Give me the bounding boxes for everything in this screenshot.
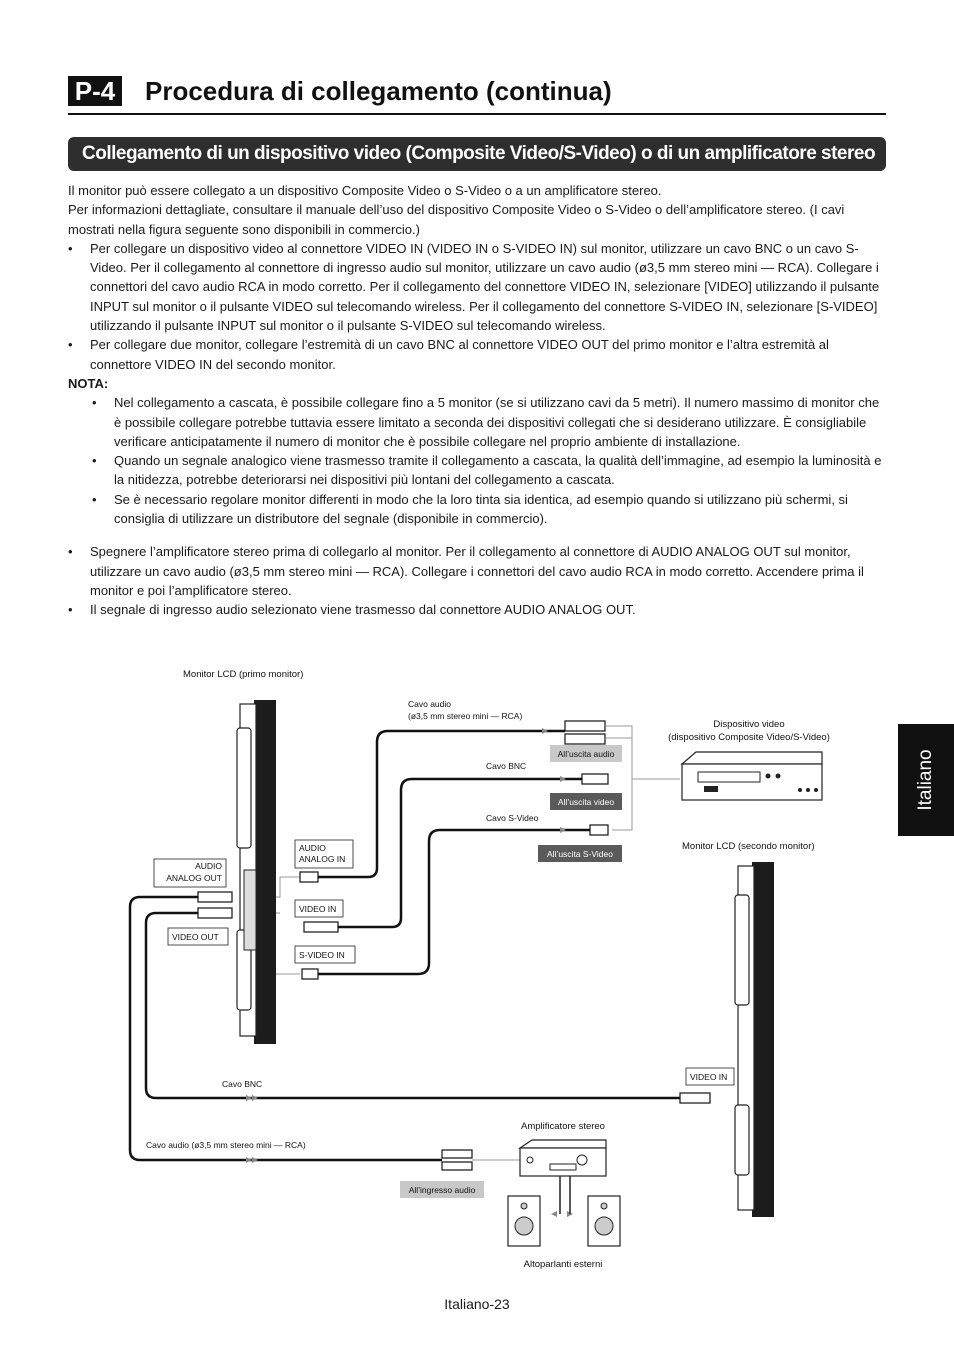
bullet-dot: • bbox=[68, 240, 73, 256]
monitor-2-stand bbox=[735, 895, 749, 1005]
arrow-icon bbox=[560, 827, 566, 833]
video-device-button bbox=[766, 774, 771, 779]
video-device-button bbox=[776, 774, 781, 779]
video-device-top bbox=[682, 752, 822, 764]
video-in-label: VIDEO IN bbox=[299, 904, 337, 914]
cavo-svideo-label: Cavo S-Video bbox=[486, 813, 539, 823]
speaker-left-woofer bbox=[515, 1217, 533, 1235]
minijack-connector bbox=[300, 872, 318, 882]
svideo-in-label: S-VIDEO IN bbox=[299, 950, 345, 960]
video-in-2-label: VIDEO IN bbox=[690, 1072, 728, 1082]
monitor-1 bbox=[237, 700, 276, 1044]
video-device-display bbox=[704, 786, 718, 792]
bnc-connector bbox=[304, 922, 338, 932]
amplifier-top bbox=[520, 1140, 606, 1148]
nota-text: Quando un segnale analogico viene trasmesso tramite il collegamento a cascata, la qualità dell’immagine, ad esempio la luminosità e la nitidezza, potrebbe deteriorarsi nei dispositivi più lontani del collegamento a cascata. bbox=[114, 453, 882, 488]
cavo-audio-2-label: Cavo audio (ø3,5 mm stereo mini — RCA) bbox=[146, 1140, 306, 1150]
video-device bbox=[682, 752, 822, 800]
cavo-audio-spec-label: (ø3,5 mm stereo mini — RCA) bbox=[408, 711, 523, 721]
device-type-label: (dispositivo Composite Video/S-Video) bbox=[668, 732, 830, 743]
nota-title: NOTA: bbox=[68, 375, 109, 391]
intro-paragraph-1: Il monitor può essere collegato a un dispositivo Composite Video o S-Video o a un amplificatore stereo. bbox=[68, 183, 662, 198]
page-number: Italiano-23 bbox=[444, 1296, 510, 1312]
monitor-1-stand bbox=[237, 728, 251, 848]
speaker-right-tweeter bbox=[601, 1203, 607, 1209]
bullet-text: Il segnale di ingresso audio selezionato viene trasmesso dal connettore AUDIO ANALOG OUT. bbox=[90, 602, 636, 618]
language-side-tab-label: Italiano bbox=[915, 749, 936, 811]
cavo-bnc-label: Cavo BNC bbox=[486, 761, 527, 771]
nota-text: Se è necessario regolare monitor differenti in modo che la loro tinta sia identica, ad esempio quando si utilizzano più schermi, si consiglia di utilizzare un distributore del segnale (disponibile in commercio). bbox=[114, 491, 848, 527]
speaker-right-woofer bbox=[595, 1217, 613, 1235]
arrow-icon bbox=[252, 1095, 258, 1101]
monitor-2 bbox=[735, 862, 774, 1217]
speaker-left-tweeter bbox=[521, 1203, 527, 1209]
monitor-1-body bbox=[254, 700, 276, 1044]
monitor-1-port-panel bbox=[244, 870, 256, 950]
speakers bbox=[508, 1196, 620, 1246]
audio-out-label-2: ANALOG OUT bbox=[166, 873, 222, 883]
amplifier-front bbox=[520, 1148, 606, 1176]
bullet-dot: • bbox=[68, 337, 73, 353]
audio-cable bbox=[318, 731, 565, 877]
bullet-dot: • bbox=[92, 395, 97, 411]
bullet-text: Per collegare un dispositivo video al connettore VIDEO IN (VIDEO IN o S-VIDEO IN) sul monitor, utilizzare un cavo BNC o un cavo S-Video. Per il collegamento al connettore di ingresso audio sul monitor, utilizzare un cavo audio (ø3,5 mm stereo mini — RCA). Collegare i connettori del cavo audio RCA in modo corretto. Per il collegamento del connettore VIDEO IN, selezionare [VIDEO] utilizzando il pulsante INPUT sul monitor o il pulsante VIDEO sul telecomando wireless. Per il collegamento del connettore S-VIDEO IN, selezionare [S-VIDEO] utilizzando il pulsante INPUT sul monitor o il pulsante S-VIDEO sul telecomando wireless. bbox=[90, 240, 880, 334]
arrow-icon bbox=[551, 1211, 557, 1217]
bullet-dot: • bbox=[92, 453, 97, 469]
subheading-bar: Collegamento di un dispositivo video (Composite Video/S-Video) o di un amplificatore stereo bbox=[68, 137, 886, 171]
speakers-label: Altoparlanti esterni bbox=[523, 1259, 603, 1270]
out-audio-label: All’uscita audio bbox=[557, 749, 615, 759]
rca-amp-connector-upper bbox=[442, 1150, 472, 1158]
monitor-1-label: Monitor LCD (primo monitor) bbox=[183, 669, 304, 680]
speaker-wires bbox=[560, 1176, 570, 1214]
video-device-button bbox=[798, 788, 802, 792]
out-svideo-label: All’uscita S-Video bbox=[547, 849, 613, 859]
cavo-bnc-2-label: Cavo BNC bbox=[222, 1079, 263, 1089]
bnc-device-connector bbox=[582, 774, 608, 784]
monitor-2-body bbox=[752, 862, 774, 1217]
video-device-button bbox=[814, 788, 818, 792]
video-device-button bbox=[806, 788, 810, 792]
monitor-2-label: Monitor LCD (secondo monitor) bbox=[682, 841, 815, 852]
rca-connector-lower bbox=[565, 734, 605, 744]
amplifier-label: Amplificatore stereo bbox=[521, 1121, 605, 1132]
device-audio-line bbox=[606, 726, 632, 830]
svideo-connector bbox=[302, 969, 318, 979]
bullet-dot: • bbox=[92, 491, 97, 507]
arrow-icon bbox=[542, 728, 548, 734]
bullet-dot: • bbox=[68, 602, 73, 618]
audio-in-label: AUDIO bbox=[299, 843, 326, 853]
bnc-out-connector bbox=[198, 908, 232, 918]
arrow-icon bbox=[246, 1095, 252, 1101]
signal-lines bbox=[254, 726, 680, 1160]
device-label: Dispositivo video bbox=[713, 719, 785, 730]
arrow-icon bbox=[252, 1157, 258, 1163]
bnc-monitor2-connector bbox=[680, 1093, 710, 1103]
rca-amp-connector-lower bbox=[442, 1162, 472, 1170]
bullet-dot: • bbox=[68, 544, 73, 560]
monitor-2-stand-lower bbox=[735, 1105, 749, 1175]
audio-out-label: AUDIO bbox=[195, 861, 222, 871]
video-out-label: VIDEO OUT bbox=[172, 932, 219, 942]
minijack-out-connector bbox=[198, 892, 232, 902]
arrow-icon bbox=[246, 1157, 252, 1163]
arrow-icon bbox=[560, 776, 566, 782]
video-device-slot bbox=[698, 772, 760, 782]
section-title: Procedura di collegamento (continua) bbox=[145, 76, 612, 106]
intro-paragraph-2: Per informazioni dettagliate, consultare il manuale dell’uso del dispositivo Composite Video o S-Video o dell’amplificatore stereo. (I cavi mostrati nella figura seguente sono disponibili in commercio.) bbox=[68, 202, 845, 237]
nota-text: Nel collegamento a cascata, è possibile collegare fino a 5 monitor (se si utilizzano cavi da 5 metri). Il numero massimo di monitor che è possibile collegare potrebbe tuttavia essere limitato a seconda dei dispositivi collegati che si desiderano utilizzare. È consigliabile verificare anticipatamente il numero di monitor che è possibile collegare nel proprio ambiente di installazione. bbox=[114, 395, 880, 449]
out-video-label: All’uscita video bbox=[557, 797, 615, 807]
section-code-badge: P-4 bbox=[68, 76, 122, 106]
svideo-device-connector bbox=[590, 825, 608, 835]
audio-in-label-2: ANALOG IN bbox=[299, 854, 346, 864]
bullet-text: Spegnere l’amplificatore stereo prima di collegarlo al monitor. Per il collegamento al connettore di AUDIO ANALOG OUT sul monitor, utilizzare un cavo audio (ø3,5 mm stereo mini — RCA). Collegare i connettori del cavo audio RCA in modo corretto. Accendere prima il monitor e poi l’amplificatore stereo. bbox=[90, 544, 864, 598]
rca-connector-upper bbox=[565, 721, 605, 731]
cavo-audio-label: Cavo audio bbox=[408, 699, 452, 709]
in-audio-label: All’ingresso audio bbox=[408, 1185, 476, 1195]
bullet-text: Per collegare due monitor, collegare l’estremità di un cavo BNC al connettore VIDEO OUT del primo monitor e l’altra estremità al connettore VIDEO IN del secondo monitor. bbox=[90, 337, 829, 372]
